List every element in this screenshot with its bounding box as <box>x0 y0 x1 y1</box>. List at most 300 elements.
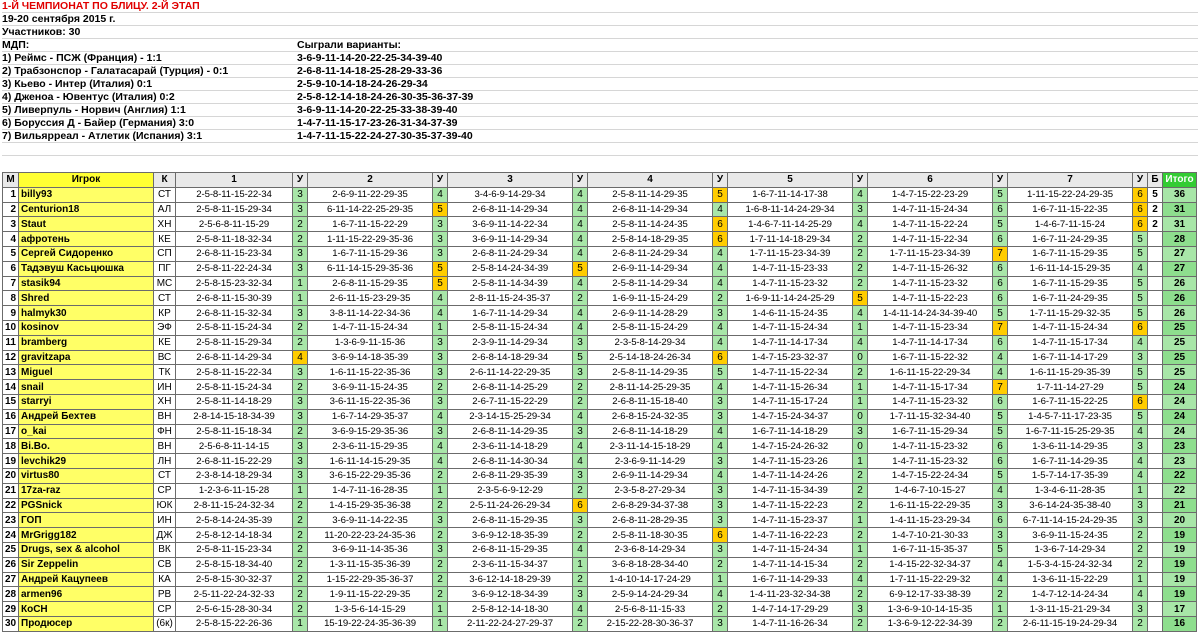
score-cell: 4 <box>433 439 448 454</box>
variant-cell: 1-6-11-14-15-29-35 <box>308 454 433 469</box>
score-cell: 3 <box>713 409 728 424</box>
variant-cell: 1-4-7-11-15-24-34 <box>728 320 853 335</box>
table-row <box>3 557 1197 572</box>
club-cell: ЮК <box>154 498 176 513</box>
score-cell: 1 <box>573 557 588 572</box>
player-name-cell: gravitzapa <box>19 350 154 365</box>
place-cell: 19 <box>3 454 19 469</box>
match-variants: 2-6-8-11-14-18-25-28-29-33-36 <box>297 65 443 77</box>
variant-cell: 1-6-7-11-14-18-29 <box>728 424 853 439</box>
variant-cell: 1-6-7-11-15-22-32 <box>868 350 993 365</box>
place-cell: 7 <box>3 276 19 291</box>
score-cell: 2 <box>433 498 448 513</box>
club-cell: СР <box>154 483 176 498</box>
score-cell: 4 <box>1133 335 1148 350</box>
score-cell: 2 <box>433 528 448 543</box>
player-name-cell: Miguel <box>19 365 154 380</box>
bonus-cell: 2 <box>1148 217 1163 232</box>
score-cell: 4 <box>713 276 728 291</box>
table-row <box>3 602 1197 617</box>
variant-cell: 1-7-11-15-23-34-39 <box>728 246 853 261</box>
score-cell: 1 <box>433 320 448 335</box>
score-cell: 3 <box>293 454 308 469</box>
place-cell: 26 <box>3 557 19 572</box>
variant-cell: 1-3-4-6-11-28-35 <box>1008 483 1133 498</box>
variant-cell: 1-4-7-11-15-17-24 <box>728 394 853 409</box>
variant-cell: 2-6-8-11-24-29-34 <box>588 246 713 261</box>
participants-line: Участников: 30 <box>2 26 1198 39</box>
variant-cell: 1-7-11-15-23-34-39 <box>868 246 993 261</box>
score-cell: 2 <box>293 602 308 617</box>
score-cell: 2 <box>1133 616 1148 631</box>
table-row <box>3 542 1197 557</box>
variant-cell: 1-4-6-7-11-15-24 <box>1008 217 1133 232</box>
match-line <box>2 65 1198 78</box>
variant-cell: 2-5-8-11-14-29-35 <box>588 365 713 380</box>
score-cell: 2 <box>293 572 308 587</box>
variant-cell: 1-4-7-11-15-34-39 <box>728 483 853 498</box>
score-cell: 2 <box>853 246 868 261</box>
variant-cell: 1-4-7-11-14-24-26 <box>728 468 853 483</box>
table-row <box>3 187 1197 202</box>
player-name-cell: starryi <box>19 394 154 409</box>
mdp-header-row <box>2 39 1198 52</box>
variant-cell: 2-6-11-14-22-29-35 <box>448 365 573 380</box>
club-cell: ВК <box>154 542 176 557</box>
variant-cell: 1-4-11-15-23-29-34 <box>868 513 993 528</box>
score-cell: 2 <box>853 557 868 572</box>
score-cell: 0 <box>853 409 868 424</box>
variant-cell: 1-6-7-11-14-29-35 <box>1008 454 1133 469</box>
header-u-5: У <box>853 173 868 188</box>
variant-cell: 1-4-7-11-15-23-32 <box>868 454 993 469</box>
variant-cell: 2-8-11-15-24-35-37 <box>448 291 573 306</box>
score-cell: 3 <box>853 202 868 217</box>
score-cell: 5 <box>993 468 1008 483</box>
score-cell: 4 <box>433 187 448 202</box>
club-cell: ФН <box>154 424 176 439</box>
variant-cell: 2-5-9-14-24-29-34 <box>588 587 713 602</box>
score-cell: 2 <box>713 557 728 572</box>
score-cell: 2 <box>853 616 868 631</box>
table-row <box>3 202 1197 217</box>
total-cell: 19 <box>1163 542 1197 557</box>
match-variants: 3-6-9-11-14-20-22-25-33-38-39-40 <box>297 104 458 116</box>
score-cell: 1 <box>293 616 308 631</box>
place-cell: 30 <box>3 616 19 631</box>
variant-cell: 1-4-7-11-16-22-23 <box>728 528 853 543</box>
table-row <box>3 350 1197 365</box>
total-cell: 19 <box>1163 572 1197 587</box>
score-cell: 2 <box>573 291 588 306</box>
results-body <box>3 187 1197 631</box>
score-cell: 3 <box>573 424 588 439</box>
variant-cell: 2-8-11-15-24-32-34 <box>176 498 293 513</box>
variant-cell: 2-5-8-11-15-22-34 <box>176 365 293 380</box>
score-cell: 3 <box>573 365 588 380</box>
club-cell: КЕ <box>154 335 176 350</box>
total-cell: 26 <box>1163 306 1197 321</box>
bonus-cell <box>1148 542 1163 557</box>
score-cell: 4 <box>713 424 728 439</box>
player-name-cell: ГОП <box>19 513 154 528</box>
player-name-cell: kosinov <box>19 320 154 335</box>
match-line <box>2 130 1198 143</box>
variant-cell: 1-4-7-11-15-22-34 <box>868 232 993 247</box>
bonus-cell <box>1148 468 1163 483</box>
variant-cell: 1-4-7-11-15-17-34 <box>1008 335 1133 350</box>
variant-cell: 2-5-8-11-15-22-34 <box>176 187 293 202</box>
score-cell: 1 <box>433 483 448 498</box>
variant-cell: 2-5-11-24-26-29-34 <box>448 498 573 513</box>
variant-cell: 3-6-9-11-15-24-35 <box>1008 528 1133 543</box>
score-cell: 3 <box>293 439 308 454</box>
results-table <box>2 172 1197 632</box>
table-row <box>3 261 1197 276</box>
score-cell: 5 <box>993 217 1008 232</box>
header-game-4: 4 <box>588 173 713 188</box>
total-cell: 27 <box>1163 261 1197 276</box>
player-name-cell: Drugs, sex & alcohol <box>19 542 154 557</box>
variant-cell: 2-5-8-11-15-18-34 <box>176 424 293 439</box>
bonus-cell <box>1148 365 1163 380</box>
total-cell: 28 <box>1163 232 1197 247</box>
score-cell: 1 <box>293 276 308 291</box>
variant-cell: 2-3-6-11-14-18-29 <box>448 439 573 454</box>
score-cell: 3 <box>293 187 308 202</box>
variant-cell: 1-2-3-6-11-15-28 <box>176 483 293 498</box>
club-cell: ХН <box>154 394 176 409</box>
variant-cell: 1-4-7-11-15-23-32 <box>868 276 993 291</box>
table-row <box>3 246 1197 261</box>
match-name: 6) Боруссия Д - Байер (Германия) 3:0 <box>2 117 195 129</box>
bonus-cell <box>1148 498 1163 513</box>
variant-cell: 15-19-22-24-35-36-39 <box>308 616 433 631</box>
variant-cell: 3-6-12-14-18-29-39 <box>448 572 573 587</box>
variant-cell: 1-3-5-6-14-15-29 <box>308 602 433 617</box>
player-name-cell: billy93 <box>19 187 154 202</box>
score-cell: 3 <box>853 602 868 617</box>
table-row <box>3 616 1197 631</box>
variant-cell: 1-7-11-14-27-29 <box>1008 380 1133 395</box>
header-club: К <box>154 173 176 188</box>
variant-cell: 2-6-8-11-24-29-34 <box>448 246 573 261</box>
variant-cell: 2-5-6-8-11-15-29 <box>176 217 293 232</box>
variant-cell: 1-3-6-9-11-15-36 <box>308 335 433 350</box>
club-cell: ТК <box>154 365 176 380</box>
variant-cell: 1-7-11-15-29-32-35 <box>1008 306 1133 321</box>
variant-cell: 1-4-7-15-23-32-37 <box>728 350 853 365</box>
total-cell: 23 <box>1163 439 1197 454</box>
club-cell: (6к) <box>154 616 176 631</box>
club-cell: ПГ <box>154 261 176 276</box>
score-cell: 4 <box>1133 587 1148 602</box>
player-name-cell: Андрей Кацупеев <box>19 572 154 587</box>
header-u-2: У <box>433 173 448 188</box>
variant-cell: 1-6-7-11-15-29-36 <box>308 246 433 261</box>
variant-cell: 3-6-9-15-29-35-36 <box>308 424 433 439</box>
mdp-label: МДП: <box>2 39 30 51</box>
table-row <box>3 572 1197 587</box>
place-cell: 12 <box>3 350 19 365</box>
score-cell: 6 <box>993 261 1008 276</box>
score-cell: 1 <box>993 602 1008 617</box>
score-cell: 6 <box>713 350 728 365</box>
score-cell: 5 <box>433 202 448 217</box>
variant-cell: 2-5-8-11-14-29-34 <box>588 276 713 291</box>
variant-cell: 1-6-11-14-15-29-35 <box>1008 261 1133 276</box>
variant-cell: 1-4-10-14-17-24-29 <box>588 572 713 587</box>
player-name-cell: stasik94 <box>19 276 154 291</box>
variant-cell: 2-3-6-11-15-34-37 <box>448 557 573 572</box>
variant-cell: 2-3-6-11-15-29-35 <box>308 439 433 454</box>
score-cell: 2 <box>1133 557 1148 572</box>
score-cell: 4 <box>993 557 1008 572</box>
match-line <box>2 78 1198 91</box>
bonus-cell: 2 <box>1148 202 1163 217</box>
score-cell: 1 <box>1133 483 1148 498</box>
score-cell: 6 <box>993 454 1008 469</box>
club-cell: КР <box>154 306 176 321</box>
score-cell: 2 <box>853 261 868 276</box>
variant-cell: 1-4-7-11-15-23-32 <box>868 439 993 454</box>
variant-cell: 1-6-11-15-22-29-35 <box>868 498 993 513</box>
score-cell: 2 <box>853 587 868 602</box>
total-cell: 24 <box>1163 394 1197 409</box>
variant-cell: 1-5-7-14-17-35-39 <box>1008 468 1133 483</box>
score-cell: 3 <box>433 394 448 409</box>
bonus-cell <box>1148 394 1163 409</box>
variant-cell: 1-4-7-15-22-23-29 <box>868 187 993 202</box>
variant-cell: 2-5-8-15-22-26-36 <box>176 616 293 631</box>
score-cell: 2 <box>293 513 308 528</box>
club-cell: МС <box>154 276 176 291</box>
variant-cell: 2-5-6-15-28-30-34 <box>176 602 293 617</box>
place-cell: 2 <box>3 202 19 217</box>
variant-cell: 1-4-7-10-21-30-33 <box>868 528 993 543</box>
score-cell: 3 <box>433 350 448 365</box>
played-variants-label: Сыграли варианты: <box>297 39 402 51</box>
place-cell: 20 <box>3 468 19 483</box>
club-cell: СР <box>154 602 176 617</box>
variant-cell: 2-5-8-12-14-18-30 <box>448 602 573 617</box>
club-cell: СВ <box>154 557 176 572</box>
player-name-cell: Centurion18 <box>19 202 154 217</box>
score-cell: 6 <box>1133 202 1148 217</box>
player-name-cell: 17za-raz <box>19 483 154 498</box>
variant-cell: 2-6-9-11-14-29-34 <box>588 468 713 483</box>
variant-cell: 1-6-11-15-29-35-39 <box>1008 365 1133 380</box>
bonus-cell <box>1148 572 1163 587</box>
variant-cell: 2-5-8-12-14-18-34 <box>176 528 293 543</box>
bonus-cell <box>1148 424 1163 439</box>
score-cell: 6 <box>993 513 1008 528</box>
score-cell: 4 <box>713 202 728 217</box>
score-cell: 4 <box>573 320 588 335</box>
variant-cell: 1-4-7-11-16-26-34 <box>728 616 853 631</box>
variant-cell: 1-6-7-11-15-29-35 <box>1008 246 1133 261</box>
table-row <box>3 587 1197 602</box>
variant-cell: 1-4-7-14-17-29-29 <box>728 602 853 617</box>
place-cell: 27 <box>3 572 19 587</box>
variant-cell: 1-4-7-11-15-22-34 <box>728 365 853 380</box>
club-cell: АЛ <box>154 202 176 217</box>
variant-cell: 2-5-8-11-15-24-29 <box>588 320 713 335</box>
match-name: 1) Реймс - ПСЖ (Франция) - 1:1 <box>2 52 162 64</box>
variant-cell: 3-6-9-11-14-35-36 <box>308 542 433 557</box>
score-cell: 1 <box>853 380 868 395</box>
score-cell: 3 <box>573 513 588 528</box>
club-cell: КЕ <box>154 232 176 247</box>
variant-cell: 2-3-11-14-15-18-29 <box>588 439 713 454</box>
score-cell: 6 <box>1133 217 1148 232</box>
bonus-cell <box>1148 306 1163 321</box>
score-cell: 2 <box>293 217 308 232</box>
total-cell: 24 <box>1163 424 1197 439</box>
place-cell: 29 <box>3 602 19 617</box>
place-cell: 14 <box>3 380 19 395</box>
club-cell: ВН <box>154 409 176 424</box>
player-name-cell: Продюсер <box>19 616 154 631</box>
bonus-cell <box>1148 380 1163 395</box>
score-cell: 2 <box>853 498 868 513</box>
table-header-row <box>3 173 1197 188</box>
variant-cell: 2-3-6-8-14-29-34 <box>588 542 713 557</box>
variant-cell: 1-5-3-4-15-24-32-34 <box>1008 557 1133 572</box>
score-cell: 4 <box>433 409 448 424</box>
score-cell: 3 <box>293 246 308 261</box>
header-m: М <box>3 173 19 188</box>
player-name-cell: Staut <box>19 217 154 232</box>
variant-cell: 2-6-8-11-14-18-29 <box>588 424 713 439</box>
player-name-cell: bramberg <box>19 335 154 350</box>
score-cell: 5 <box>573 261 588 276</box>
score-cell: 4 <box>853 217 868 232</box>
variant-cell: 1-6-7-11-15-29-35 <box>1008 276 1133 291</box>
variant-cell: 1-4-5-7-11-17-23-35 <box>1008 409 1133 424</box>
variant-cell: 3-6-9-12-18-34-39 <box>448 587 573 602</box>
player-name-cell: Sir Zeppelin <box>19 557 154 572</box>
score-cell: 4 <box>433 454 448 469</box>
variant-cell: 2-15-22-28-30-36-37 <box>588 616 713 631</box>
score-cell: 3 <box>713 394 728 409</box>
score-cell: 4 <box>713 380 728 395</box>
player-name-cell: halmyk30 <box>19 306 154 321</box>
table-row <box>3 365 1197 380</box>
variant-cell: 1-6-7-11-15-22-25 <box>1008 394 1133 409</box>
place-cell: 25 <box>3 542 19 557</box>
score-cell: 2 <box>573 380 588 395</box>
player-name-cell: PGSnick <box>19 498 154 513</box>
table-row <box>3 320 1197 335</box>
score-cell: 3 <box>293 409 308 424</box>
header-bonus: Б <box>1148 173 1163 188</box>
variant-cell: 1-6-7-11-24-29-35 <box>1008 232 1133 247</box>
variant-cell: 1-7-11-15-22-29-32 <box>868 572 993 587</box>
score-cell: 2 <box>433 587 448 602</box>
variant-cell: 2-5-8-15-23-32-34 <box>176 276 293 291</box>
club-cell: ЭФ <box>154 320 176 335</box>
variant-cell: 3-6-9-11-14-22-34 <box>448 217 573 232</box>
variant-cell: 2-6-8-11-15-30-39 <box>176 291 293 306</box>
score-cell: 2 <box>853 528 868 543</box>
total-cell: 20 <box>1163 513 1197 528</box>
player-name-cell: Сергей Сидоренко <box>19 246 154 261</box>
variant-cell: 1-4-7-11-15-17-34 <box>868 380 993 395</box>
score-cell: 4 <box>713 335 728 350</box>
variant-cell: 1-4-7-11-15-26-34 <box>728 380 853 395</box>
score-cell: 3 <box>713 542 728 557</box>
total-cell: 26 <box>1163 291 1197 306</box>
total-cell: 36 <box>1163 187 1197 202</box>
total-cell: 25 <box>1163 320 1197 335</box>
variant-cell: 1-6-11-15-22-35-36 <box>308 365 433 380</box>
variant-cell: 2-5-14-18-24-26-34 <box>588 350 713 365</box>
score-cell: 4 <box>1133 261 1148 276</box>
score-cell: 4 <box>573 276 588 291</box>
bonus-cell <box>1148 291 1163 306</box>
variant-cell: 2-3-5-6-9-12-29 <box>448 483 573 498</box>
variant-cell: 1-6-7-11-24-29-35 <box>1008 291 1133 306</box>
score-cell: 2 <box>573 394 588 409</box>
variant-cell: 1-7-11-15-32-34-40 <box>868 409 993 424</box>
score-cell: 2 <box>293 587 308 602</box>
header-game-5: 5 <box>728 173 853 188</box>
score-cell: 3 <box>993 498 1008 513</box>
variant-cell: 2-5-8-14-18-29-35 <box>588 232 713 247</box>
score-cell: 3 <box>433 365 448 380</box>
variant-cell: 3-6-9-11-15-24-35 <box>308 380 433 395</box>
score-cell: 6 <box>1133 187 1148 202</box>
match-line <box>2 91 1198 104</box>
total-cell: 19 <box>1163 557 1197 572</box>
score-cell: 5 <box>573 350 588 365</box>
score-cell: 4 <box>573 187 588 202</box>
match-line <box>2 52 1198 65</box>
club-cell: КА <box>154 572 176 587</box>
score-cell: 2 <box>853 468 868 483</box>
variant-cell: 2-3-8-14-18-29-34 <box>176 468 293 483</box>
score-cell: 6 <box>993 291 1008 306</box>
score-cell: 3 <box>1133 513 1148 528</box>
variant-cell: 2-6-9-11-22-29-35 <box>308 187 433 202</box>
variant-cell: 1-4-7-11-15-24-34 <box>868 202 993 217</box>
score-cell: 4 <box>993 365 1008 380</box>
bonus-cell <box>1148 616 1163 631</box>
score-cell: 2 <box>853 232 868 247</box>
score-cell: 5 <box>1133 246 1148 261</box>
variant-cell: 1-4-15-29-35-36-38 <box>308 498 433 513</box>
variant-cell: 1-6-7-11-14-29-34 <box>448 306 573 321</box>
score-cell: 2 <box>1133 542 1148 557</box>
total-cell: 22 <box>1163 483 1197 498</box>
variant-cell: 2-5-8-11-15-23-34 <box>176 542 293 557</box>
score-cell: 4 <box>573 217 588 232</box>
score-cell: 3 <box>853 424 868 439</box>
variant-cell: 2-8-14-15-18-34-39 <box>176 409 293 424</box>
score-cell: 2 <box>573 572 588 587</box>
score-cell: 2 <box>293 424 308 439</box>
score-cell: 3 <box>293 365 308 380</box>
variant-cell: 1-4-7-11-14-15-34 <box>728 557 853 572</box>
variant-cell: 1-3-6-9-12-22-34-39 <box>868 616 993 631</box>
variant-cell: 1-3-11-15-21-29-34 <box>1008 602 1133 617</box>
table-row <box>3 454 1197 469</box>
score-cell: 4 <box>853 572 868 587</box>
total-cell: 26 <box>1163 276 1197 291</box>
score-cell: 6 <box>993 276 1008 291</box>
score-cell: 4 <box>853 306 868 321</box>
